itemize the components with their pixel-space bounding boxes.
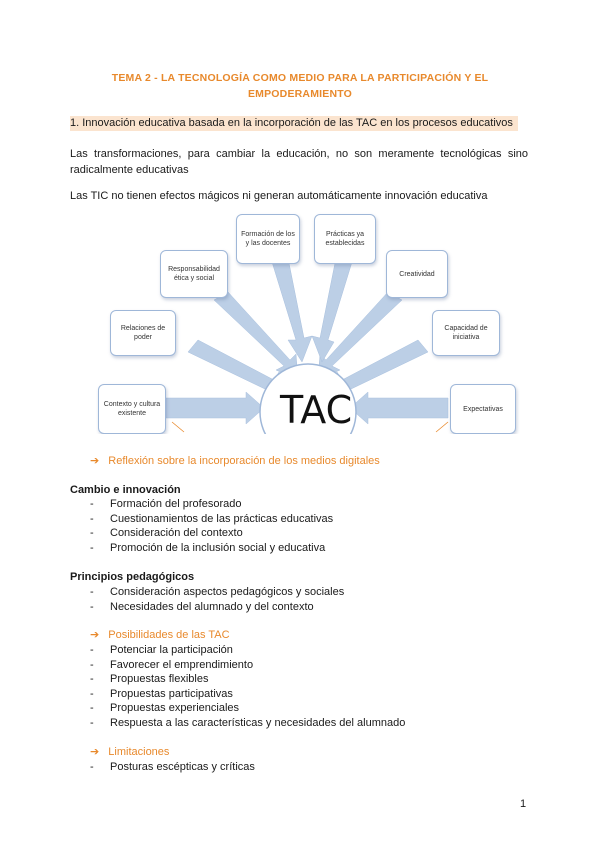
box-contexto: Contexto y cultura existente	[98, 384, 166, 434]
list-item: - Favorecer el emprendimiento	[90, 658, 405, 673]
list-item: - Respuesta a las características y necesidades del alumnado	[90, 716, 405, 731]
tac-diagram	[96, 212, 520, 434]
section-heading-1: 1. Innovación educativa basada en la incorporación de las TAC en los procesos educativos	[70, 116, 518, 131]
arrow-right-icon: ➔	[90, 746, 100, 758]
page-number: 1	[520, 798, 527, 810]
tac-center-label: TAC	[280, 388, 353, 432]
posibilidades-list	[90, 643, 405, 730]
list-item: - Promoción de la inclusión social y educativa	[90, 541, 333, 556]
list-item: - Potenciar la participación	[90, 643, 405, 658]
arrow-contexto	[166, 392, 264, 424]
box-expectativas: Expectativas	[450, 384, 516, 434]
arrow-expectativas	[350, 392, 448, 424]
decorative-curve-right	[436, 422, 448, 432]
principios-list	[90, 585, 344, 614]
title-line-1: TEMA 2 - LA TECNOLOGÍA COMO MEDIO PARA LA PARTICIPACIÓN Y EL	[111, 72, 489, 84]
title-line-2: EMPODERAMIENTO	[247, 88, 353, 100]
list-item: - Necesidades del alumnado y del contexto	[90, 600, 344, 615]
paragraph-transformaciones: Las transformaciones, para cambiar la educación, no son meramente tecnológicas sino radicalmente educativas	[70, 148, 528, 176]
list-item: - Posturas escépticas y críticas	[90, 760, 255, 775]
posibilidades-heading	[90, 628, 230, 643]
reflexion-text: Reflexión sobre la incorporación de los medios digitales	[108, 455, 380, 467]
box-formacion: Formación de los y las docentes	[236, 214, 300, 264]
box-creatividad: Creatividad	[386, 250, 448, 298]
box-responsabilidad: Responsabilidad ética y social	[160, 250, 228, 298]
list-item: - Propuestas participativas	[90, 687, 405, 702]
box-relaciones: Relaciones de poder	[110, 310, 176, 356]
cambio-heading: Cambio e innovación	[70, 484, 181, 496]
cambio-list	[90, 497, 333, 555]
list-item: - Cuestionamientos de las prácticas educativas	[90, 512, 333, 527]
box-practicas: Prácticas ya establecidas	[314, 214, 376, 264]
decorative-curve-left	[172, 422, 184, 432]
arrow-right-icon: ➔	[90, 629, 100, 641]
limitaciones-list	[90, 760, 255, 775]
list-item: - Formación del profesorado	[90, 497, 333, 512]
limitaciones-heading	[90, 745, 169, 760]
principios-heading: Principios pedagógicos	[70, 571, 195, 583]
list-item: - Propuestas experienciales	[90, 701, 405, 716]
list-item: - Consideración aspectos pedagógicos y sociales	[90, 585, 344, 600]
arrow-right-icon: ➔	[90, 455, 100, 467]
page-title	[70, 70, 530, 102]
reflexion-heading	[90, 454, 380, 469]
limitaciones-text: Limitaciones	[108, 746, 170, 758]
list-item: - Propuestas flexibles	[90, 672, 405, 687]
box-capacidad: Capacidad de iniciativa	[432, 310, 500, 356]
paragraph-tic: Las TIC no tienen efectos mágicos ni generan automáticamente innovación educativa	[70, 190, 488, 202]
list-item: - Consideración del contexto	[90, 526, 333, 541]
posibilidades-text: Posibilidades de las TAC	[108, 629, 230, 641]
arrow-formacion	[272, 258, 312, 362]
